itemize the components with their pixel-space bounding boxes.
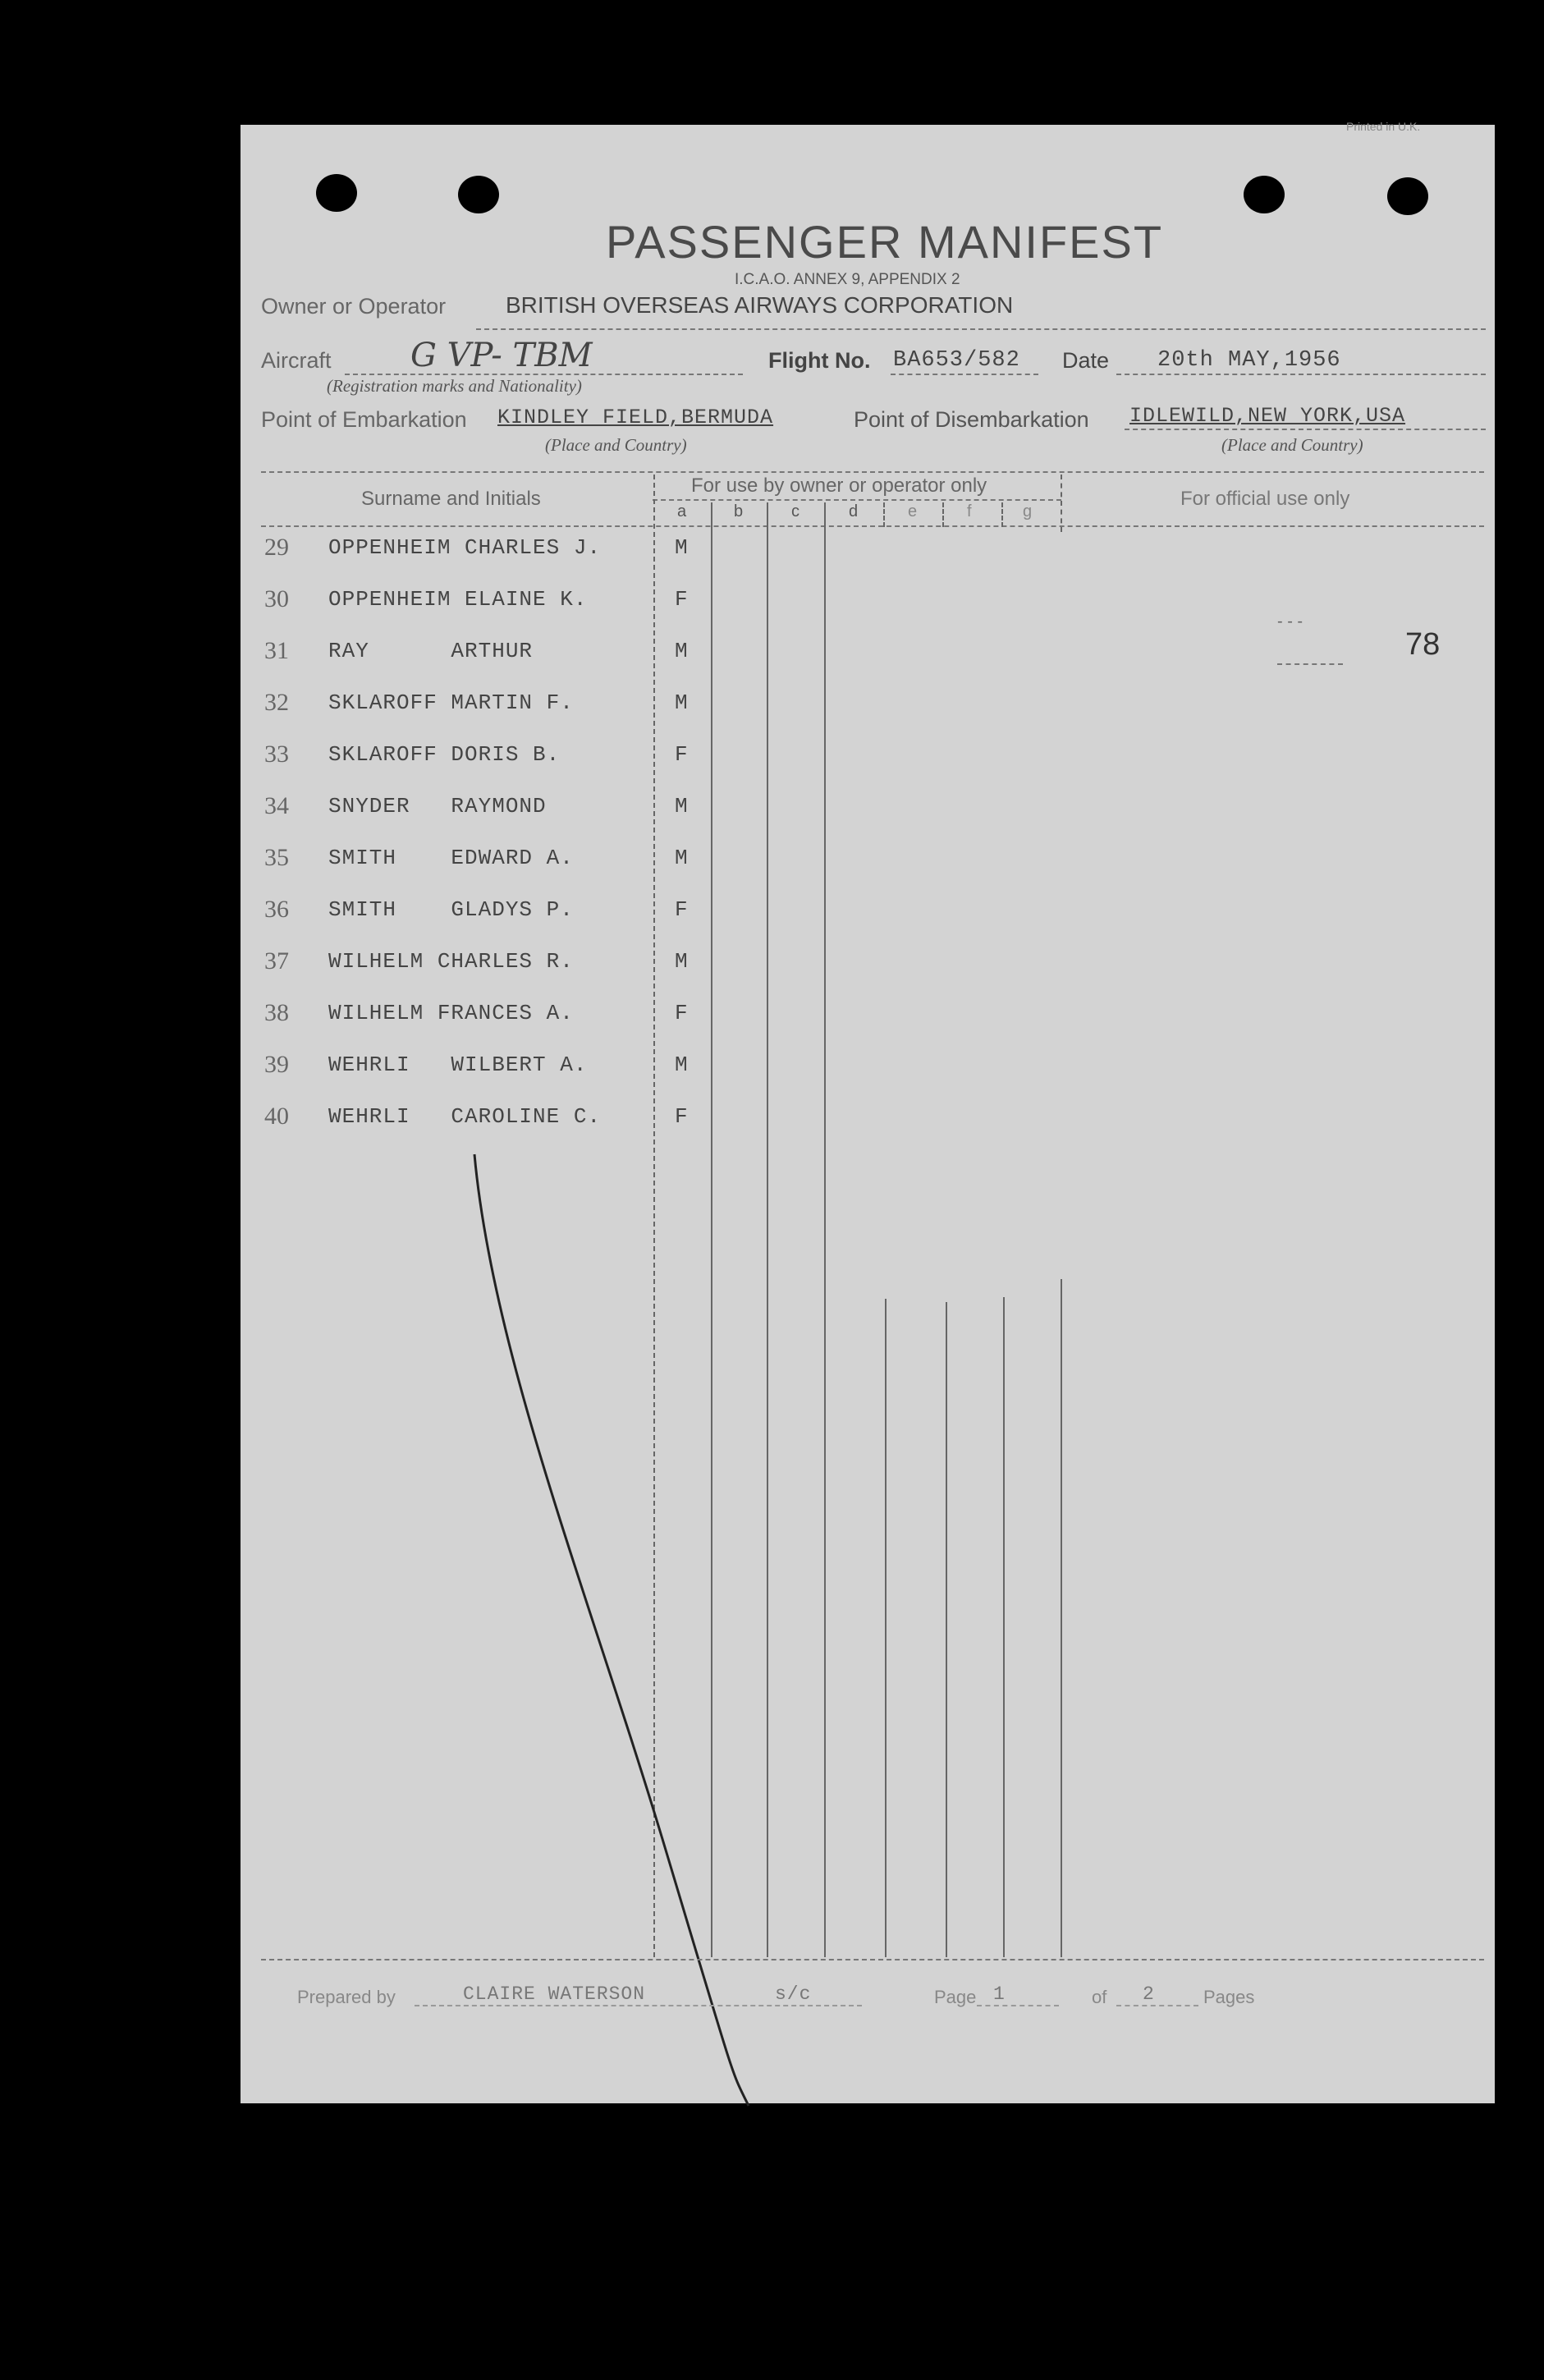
column-line xyxy=(942,502,944,527)
aircraft-underline xyxy=(345,374,743,375)
punch-hole xyxy=(316,174,357,212)
row-number: 29 xyxy=(264,534,289,561)
row-number: 39 xyxy=(264,1051,289,1078)
of-underline xyxy=(1116,2005,1198,2006)
official-note: 78 xyxy=(1405,627,1441,662)
disembark-note: (Place and Country) xyxy=(1221,435,1363,455)
column-line xyxy=(885,1299,887,1957)
flight-underline xyxy=(891,374,1038,375)
table-top-border xyxy=(261,471,1484,473)
official-mark-line xyxy=(1277,663,1343,665)
passenger-sex: F xyxy=(675,897,689,922)
owner-value: BRITISH OVERSEAS AIRWAYS CORPORATION xyxy=(506,292,1014,318)
column-line xyxy=(1001,502,1003,527)
row-number: 38 xyxy=(264,999,289,1026)
passenger-name: WILHELM CHARLES R. xyxy=(328,949,574,974)
row-number: 36 xyxy=(264,896,289,923)
punch-hole xyxy=(1244,176,1285,213)
footer-top-border xyxy=(261,1959,1484,1960)
passenger-name: RAY ARTHUR xyxy=(328,639,534,663)
pages-label: Pages xyxy=(1203,1987,1255,2007)
flight-value: BA653/582 xyxy=(893,348,1020,373)
aircraft-label: Aircraft xyxy=(261,348,332,373)
prepared-label: Prepared by xyxy=(297,1987,396,2007)
passenger-name: WEHRLI WILBERT A. xyxy=(328,1052,588,1077)
subcol-b: b xyxy=(734,502,744,520)
owner-label: Owner or Operator xyxy=(261,294,447,319)
of-value: 2 xyxy=(1143,1983,1155,2005)
punch-hole xyxy=(458,176,499,213)
col-owner-header: For use by owner or operator only xyxy=(691,475,987,497)
subcol-g: g xyxy=(1023,502,1033,520)
passenger-sex: M xyxy=(675,639,689,663)
column-line xyxy=(1061,1279,1062,1957)
embark-value: KINDLEY FIELD,BERMUDA xyxy=(497,406,774,429)
passenger-sex: M xyxy=(675,535,689,560)
row-number: 30 xyxy=(264,585,289,612)
col-name-header: Surname and Initials xyxy=(361,488,541,510)
strike-through-line xyxy=(460,1141,772,2110)
passenger-name: OPPENHEIM ELAINE K. xyxy=(328,587,588,612)
prepared-role: s/c xyxy=(775,1983,812,2005)
page-label: Page xyxy=(934,1987,977,2007)
prepared-value: CLAIRE WATERSON xyxy=(463,1983,646,2005)
date-label: Date xyxy=(1062,348,1110,373)
passenger-sex: F xyxy=(675,1104,689,1129)
row-number: 40 xyxy=(264,1103,289,1130)
passenger-sex: F xyxy=(675,742,689,767)
row-number: 35 xyxy=(264,844,289,871)
of-label: of xyxy=(1092,1987,1107,2007)
divider xyxy=(476,328,1486,330)
passenger-name: SNYDER RAYMOND xyxy=(328,794,547,819)
passenger-sex: M xyxy=(675,949,689,974)
passenger-name: SKLAROFF MARTIN F. xyxy=(328,690,574,715)
strike-path xyxy=(474,1154,749,2106)
subcol-c: c xyxy=(791,502,799,520)
page-value: 1 xyxy=(993,1983,1006,2005)
row-number: 32 xyxy=(264,689,289,716)
row-number: 31 xyxy=(264,637,289,664)
passenger-name: OPPENHEIM CHARLES J. xyxy=(328,535,602,560)
passenger-sex: M xyxy=(675,846,689,870)
subcol-d: d xyxy=(849,502,859,520)
disembark-label: Point of Disembarkation xyxy=(854,407,1089,432)
column-line xyxy=(1061,475,1062,532)
passenger-name: SMITH EDWARD A. xyxy=(328,846,574,870)
aircraft-note: (Registration marks and Nationality) xyxy=(327,376,582,396)
disembark-underline xyxy=(1125,429,1486,430)
corner-print-text: Printed in U.K. xyxy=(1346,120,1421,133)
column-line xyxy=(1003,1297,1005,1957)
page-title: PASSENGER MANIFEST xyxy=(606,216,1164,268)
passenger-name: WEHRLI CAROLINE C. xyxy=(328,1104,602,1129)
date-underline xyxy=(1116,374,1486,375)
row-number: 37 xyxy=(264,947,289,974)
page-subtitle: I.C.A.O. ANNEX 9, APPENDIX 2 xyxy=(735,271,960,288)
prepared-underline xyxy=(415,2005,862,2006)
page-underline xyxy=(977,2005,1059,2006)
subheader-divider xyxy=(653,499,1061,501)
aircraft-value: G VP- TBM xyxy=(410,337,593,374)
embark-note: (Place and Country) xyxy=(545,435,687,455)
col-official-header: For official use only xyxy=(1180,488,1350,510)
row-number: 34 xyxy=(264,792,289,819)
passenger-sex: M xyxy=(675,794,689,819)
column-line xyxy=(946,1302,947,1957)
passenger-sex: F xyxy=(675,587,689,612)
column-line xyxy=(824,502,826,1957)
passenger-sex: M xyxy=(675,690,689,715)
passenger-sex: F xyxy=(675,1001,689,1025)
passenger-name: SKLAROFF DORIS B. xyxy=(328,742,561,767)
passenger-name: SMITH GLADYS P. xyxy=(328,897,574,922)
official-mark: - - - xyxy=(1277,612,1303,631)
subcol-f: f xyxy=(967,502,972,520)
row-number: 33 xyxy=(264,741,289,768)
passenger-sex: M xyxy=(675,1052,689,1077)
subcol-a: a xyxy=(677,502,687,520)
table-header-bottom xyxy=(261,525,1484,527)
punch-hole xyxy=(1387,177,1428,215)
column-line xyxy=(883,502,885,527)
flight-label: Flight No. xyxy=(768,348,871,373)
date-value: 20th MAY,1956 xyxy=(1157,348,1341,373)
subcol-e: e xyxy=(908,502,918,520)
embark-label: Point of Embarkation xyxy=(261,407,467,432)
disembark-value: IDLEWILD,NEW YORK,USA xyxy=(1129,404,1406,428)
passenger-name: WILHELM FRANCES A. xyxy=(328,1001,574,1025)
